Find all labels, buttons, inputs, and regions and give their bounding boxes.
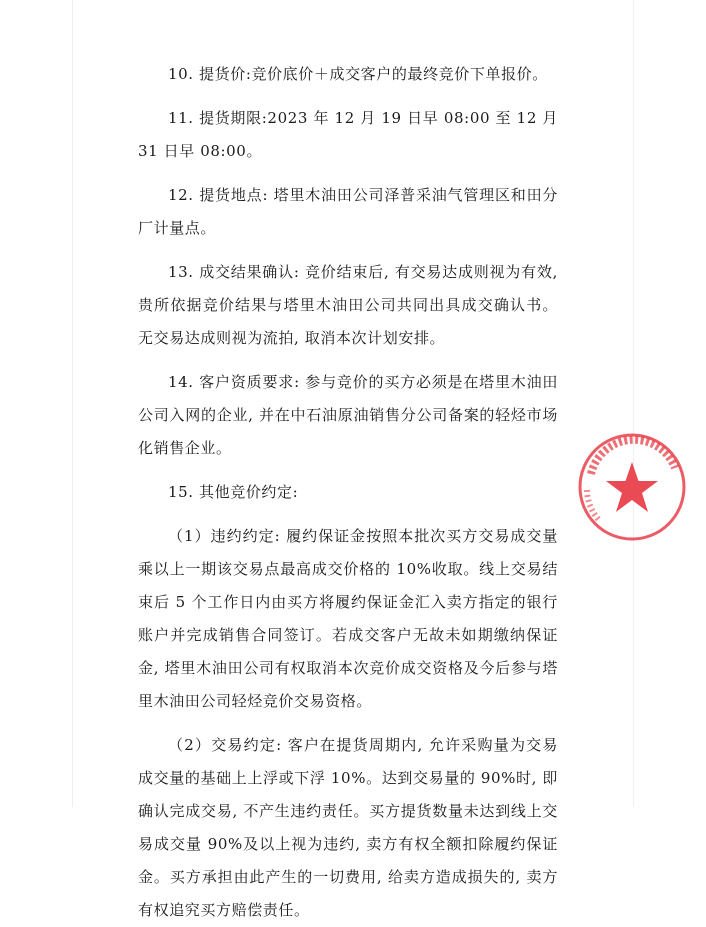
clause-15-1-default-terms: （1）违约约定: 履约保证金按照本批次买方交易成交量乘以上一期该交易点最高成交价格的 10%收取。线上交易结束后 5 个工作日内由买方将履约保证金汇入卖方指定的银行账户并完成销售合同签订。若成交客户无故未如期缴纳保证金, 塔里木油田公司有权取消本次竞价成交资格及今后参与塔里木油田公司轻烃竞价交易资格。: [138, 527, 558, 710]
clause-11-pickup-period: 11. 提货期限:2023 年 12 月 19 日早 08:00 至 12 月 31 日早 08:00。: [138, 109, 558, 160]
clause-15-2-trade-terms: （2）交易约定: 客户在提货周期内, 允许采购量为交易成交量的基础上上浮或下浮 10%。达到交易量的 90%时, 即确认完成交易, 不产生违约责任。买方提货数量未达到线上交易成交量 90%及以上视为违约, 卖方有权全额扣除履约保证金。买方承担由此产生的一切费用, 给卖方造成损失的, 卖方有权追究买方赔偿责任。: [138, 736, 558, 919]
clause-13-result-confirmation: 13. 成交结果确认: 竞价结束后, 有交易达成则视为有效, 贵所依据竞价结果与塔里木油田公司共同出具成交确认书。无交易达成则视为流拍, 取消本次计划安排。: [138, 263, 558, 347]
seal-star-icon: [606, 462, 658, 512]
clause-12-pickup-location: 12. 提货地点: 塔里木油田公司泽普采油气管理区和田分厂计量点。: [138, 186, 558, 237]
document-body: [138, 58, 558, 927]
clause-10-pickup-price: 10. 提货价:竞价底价＋成交客户的最终竞价下单报价。: [168, 65, 548, 83]
clause-15-other-terms: 15. 其他竞价约定:: [168, 483, 299, 501]
clause-14-customer-qualification: 14. 客户资质要求: 参与竞价的买方必须是在塔里木油田公司入网的企业, 并在中石油原油销售分公司备案的轻烃市场化销售企业。: [138, 373, 558, 457]
red-seal-stamp-icon: [577, 432, 687, 542]
